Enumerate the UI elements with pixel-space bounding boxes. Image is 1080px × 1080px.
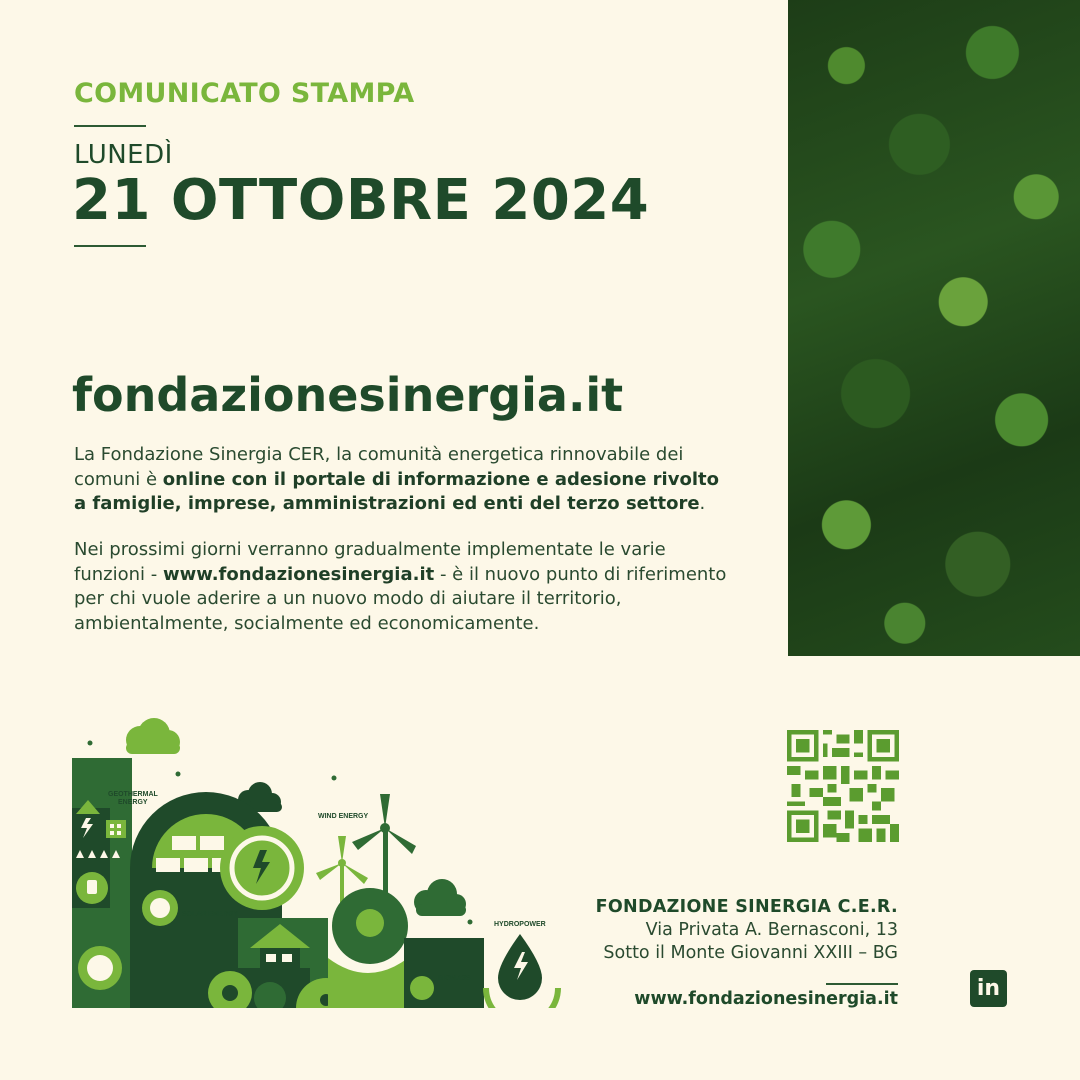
solar-label: SOLAR ENERGY [182, 911, 239, 918]
site-title: fondazionesinergia.it [72, 368, 624, 422]
paragraph-intro-bold: online con il portale di informazione e adesione rivolto a famiglie, imprese, amministrazioni ed enti del terzo settore [74, 468, 719, 514]
paragraph-details [74, 538, 734, 636]
paragraph-intro [74, 443, 734, 517]
qr-code[interactable] [787, 730, 899, 842]
cloud-icon [414, 879, 466, 916]
forest-photo [788, 0, 1080, 656]
geothermal-label-2: ENERGY [118, 799, 148, 806]
footer-divider [826, 983, 898, 985]
cloud-icon [126, 718, 180, 754]
renewable-energy-illustration [70, 718, 570, 1008]
paragraph-details-start: Nei prossimi giorni verranno gradualmente implementate le varie funzioni - [74, 539, 666, 585]
org-name: FONDAZIONE SINERGIA C.E.R. [595, 897, 898, 917]
day-label: LUNEDÌ [74, 140, 173, 170]
kicker: COMUNICATO STAMPA [74, 78, 415, 109]
footer-website-link[interactable]: www.fondazionesinergia.it [634, 989, 898, 1009]
linkedin-icon[interactable]: in [970, 970, 1007, 1007]
hydro-label: HYDROPOWER [494, 921, 546, 928]
organization-contact [596, 897, 898, 963]
address-line-1: Via Privata A. Bernasconi, 13 [645, 920, 898, 940]
paragraph-details-end: - è il nuovo punto di riferimento per chi vuole aderire a un nuovo modo di aiutare il territorio, ambientalmente, socialmente ed economicamente. [74, 563, 727, 634]
biomass-label: BIOMASS [438, 975, 471, 982]
date-heading: 21 OTTOBRE 2024 [72, 168, 650, 233]
wind-turbine-icon [352, 794, 416, 898]
inline-website-link[interactable]: www.fondazionesinergia.it [162, 563, 435, 585]
wind-label: WIND ENERGY [318, 813, 369, 820]
geothermal-label: GEOTHERMAL [108, 791, 158, 798]
paragraph-intro-text: La Fondazione Sinergia CER, la comunità energetica rinnovabile dei comuni è [74, 444, 684, 490]
address-line-2: Sotto il Monte Giovanni XXIII – BG [603, 943, 898, 963]
date-divider [74, 245, 146, 247]
top-divider [74, 125, 146, 127]
water-drop-icon [486, 934, 558, 1008]
paragraph-intro-end: . [699, 493, 706, 514]
